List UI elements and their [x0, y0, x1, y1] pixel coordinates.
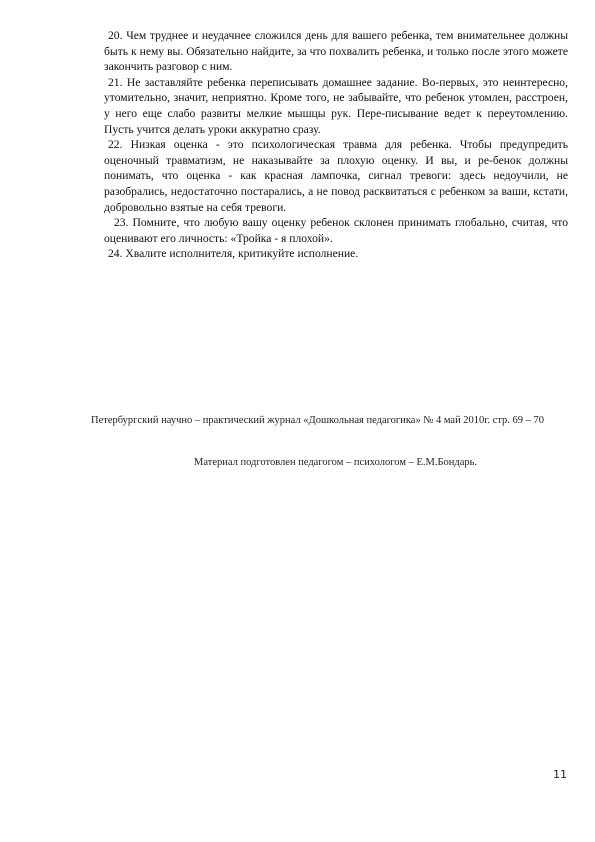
recommendation-20: 20. Чем труднее и неудачнее сложился день для вашего ребенка, тем внимательнее должны быть к нему вы. Обязательно найдите, за что похвалить ребенка, и только после этого можете закончить разговор с ним.: [104, 29, 568, 74]
recommendations-list: [104, 28, 568, 262]
recommendation-24: 24. Хвалите исполнителя, критикуйте исполнение.: [108, 247, 359, 261]
page-number: 11: [553, 768, 567, 781]
recommendation-21: 21. Не заставляйте ребенка переписывать домашнее задание. Во-первых, это неинтересно, утомительно, значит, неприятно. Кроме того, не забывайте, что ребенок утомлен, расстроен, у него еще слабо развиты мелкие мышцы рук. Пере-писывание ведет к переутомлению. Пусть учится делать уроки аккуратно сразу.: [104, 75, 568, 136]
source-citation: Петербургский научно – практический журнал «Дошкольная педагогика» № 4 май 2010г. стр. 69 – 70: [91, 415, 545, 426]
recommendation-22: 22. Низкая оценка - это психологическая травма для ребенка. Чтобы предупредить оценочный травматизм, не наказывайте за плохую оценку. И вы, и ре-бенок должны понимать, что оценка - как красная лампочка, сигнал тревоги: здесь недоучили, не разобрались, недостаточно постарались, а не повод расквитаться с ребенком за ваши, кстати, добровольно взятые на себя тревоги.: [104, 138, 568, 214]
recommendation-23: 23. Помните, что любую вашу оценку ребенок склонен принимать глобально, считая, что оценивают его личность: «Тройка - я плохой».: [104, 216, 568, 245]
author-credit: Материал подготовлен педагогом – психологом – Е.М.Бондарь.: [194, 457, 478, 468]
